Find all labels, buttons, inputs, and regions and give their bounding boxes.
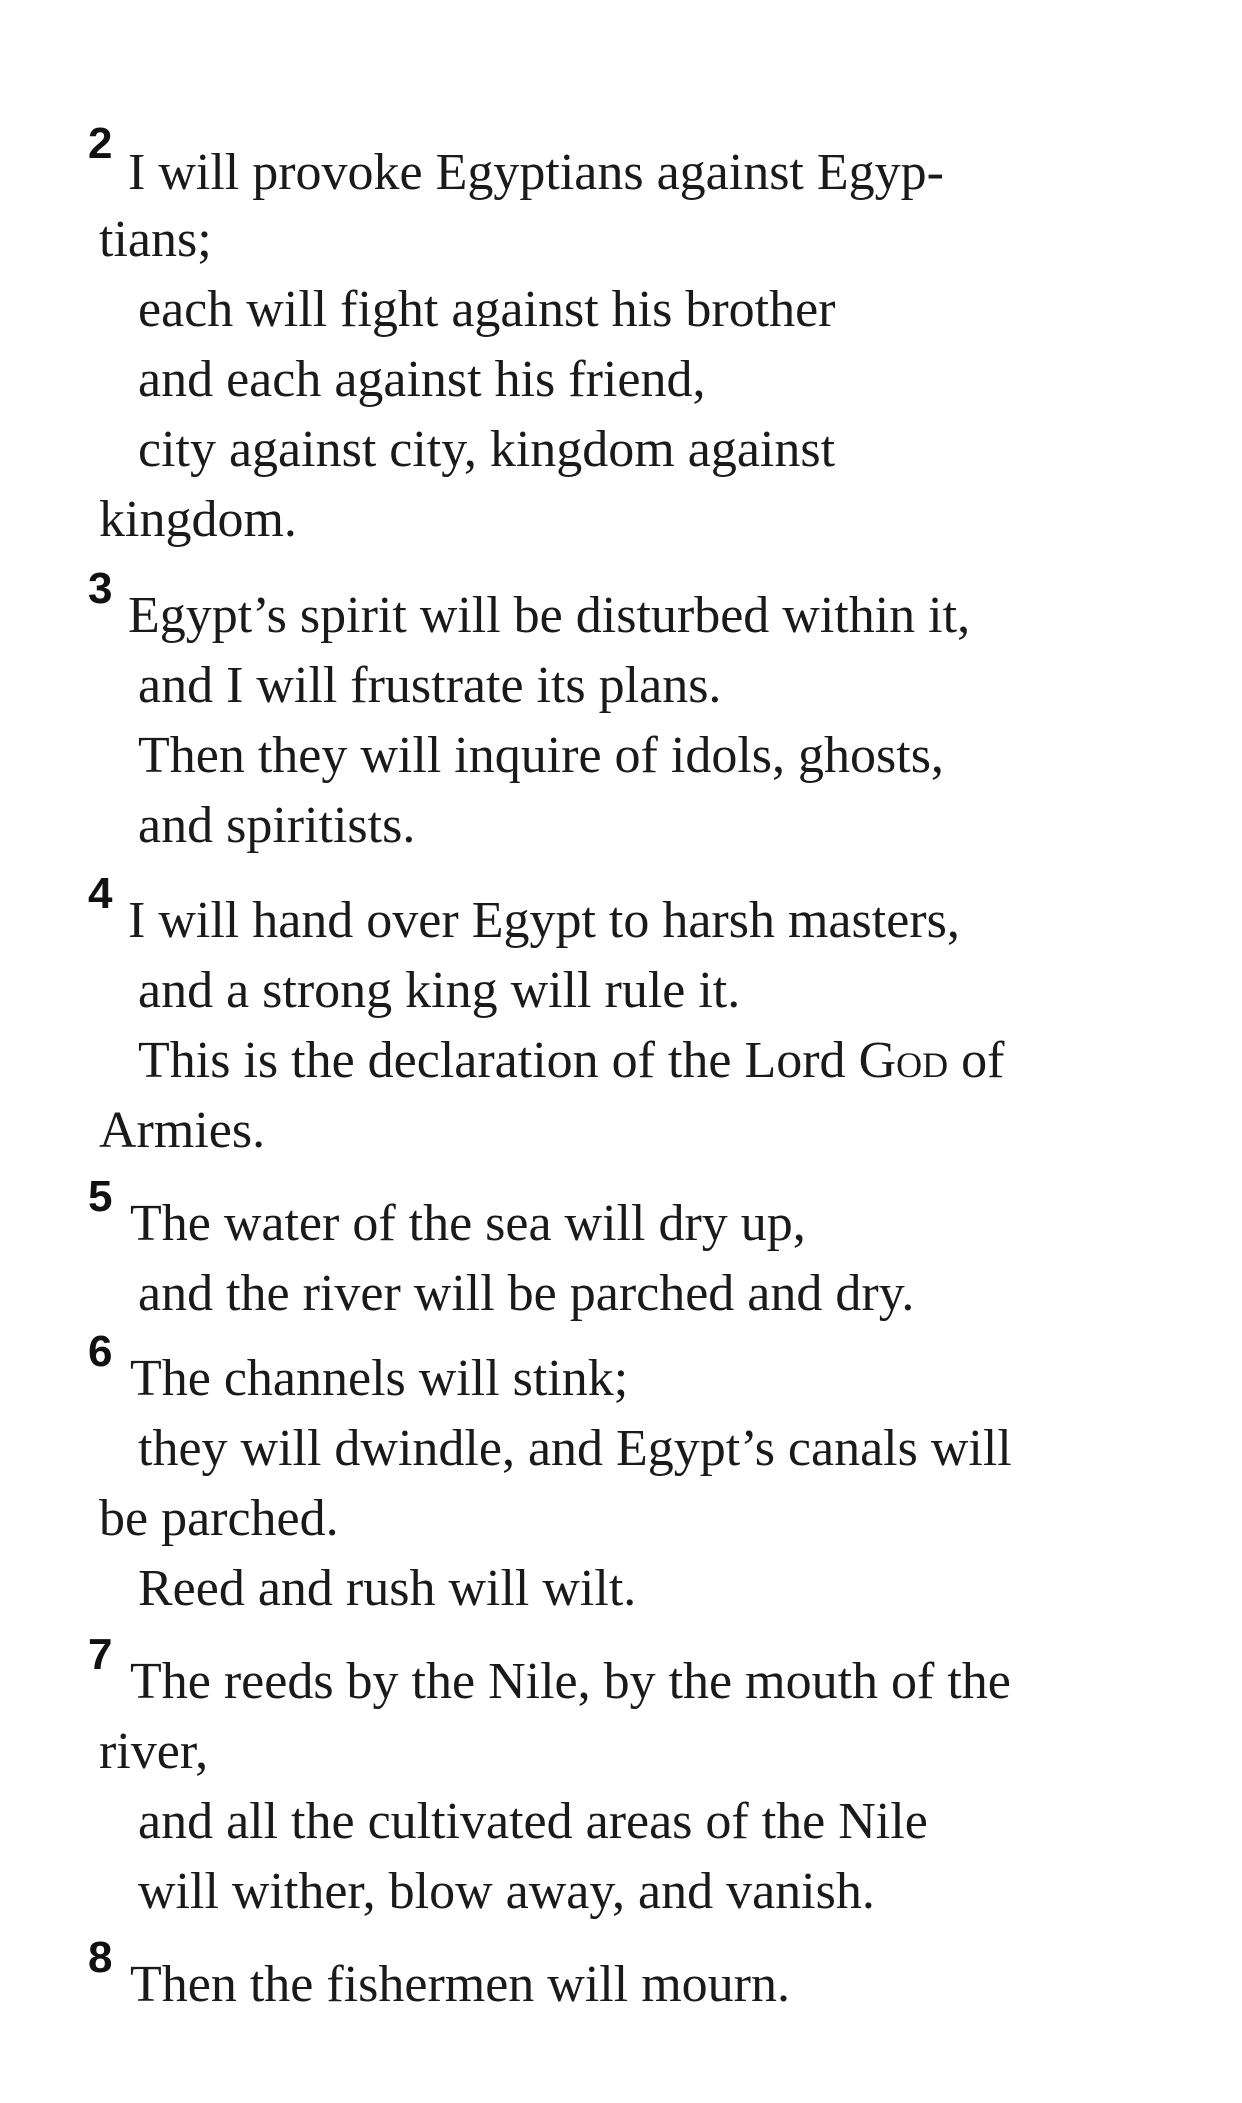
verse-line: The reeds by the Nile, by the mouth of the: [130, 1653, 1011, 1710]
verse-line: and the river will be parched and dry.: [138, 1265, 915, 1322]
verse-line: Egypt’s spirit will be disturbed within it,: [128, 587, 971, 644]
verse-line: Then they will inquire of idols, ghosts,: [138, 727, 944, 784]
verse-number: 3: [88, 564, 113, 613]
verse-line: Reed and rush will wilt.: [138, 1560, 637, 1617]
verse-line: tians;: [99, 211, 212, 268]
verse-line: Armies.: [99, 1102, 266, 1159]
verse-line: and I will frustrate its plans.: [138, 657, 722, 714]
verse-line: and spiritists.: [138, 797, 416, 854]
verse-line: river,: [99, 1723, 209, 1780]
verse-line: and all the cultivated areas of the Nile: [138, 1793, 928, 1850]
divine-name: God: [858, 1032, 949, 1089]
verse-line: city against city, kingdom against: [138, 421, 836, 478]
verse-line: I will provoke Egyptians against Egyp-: [128, 144, 944, 201]
verse-number: 8: [88, 1933, 113, 1982]
verse-line: Then the fishermen will mourn.: [130, 1956, 790, 2013]
verse-line: kingdom.: [99, 491, 297, 548]
verse-number: 4: [88, 869, 113, 918]
verse-line: and each against his friend,: [138, 351, 706, 408]
verse-number: 5: [88, 1172, 113, 1221]
verse-line: be parched.: [99, 1490, 339, 1547]
verse-number: 6: [88, 1327, 113, 1376]
verse-number: 7: [88, 1630, 113, 1679]
verse-line: will wither, blow away, and vanish.: [138, 1863, 875, 1920]
verse-line: The channels will stink;: [130, 1350, 629, 1407]
verse-line: I will hand over Egypt to harsh masters,: [128, 892, 960, 949]
verse-line: The water of the sea will dry up,: [130, 1195, 806, 1252]
verse-line: they will dwindle, and Egypt’s canals will: [138, 1420, 1012, 1477]
verse-line: and a strong king will rule it.: [138, 962, 741, 1019]
verse-line: [138, 1031, 1004, 1091]
verse-line: each will fight against his brother: [138, 281, 836, 338]
verse-line-text: of: [961, 1032, 1005, 1089]
verse-number: 2: [88, 119, 113, 168]
verse-line-text: This is the declaration of the Lord: [138, 1032, 846, 1089]
